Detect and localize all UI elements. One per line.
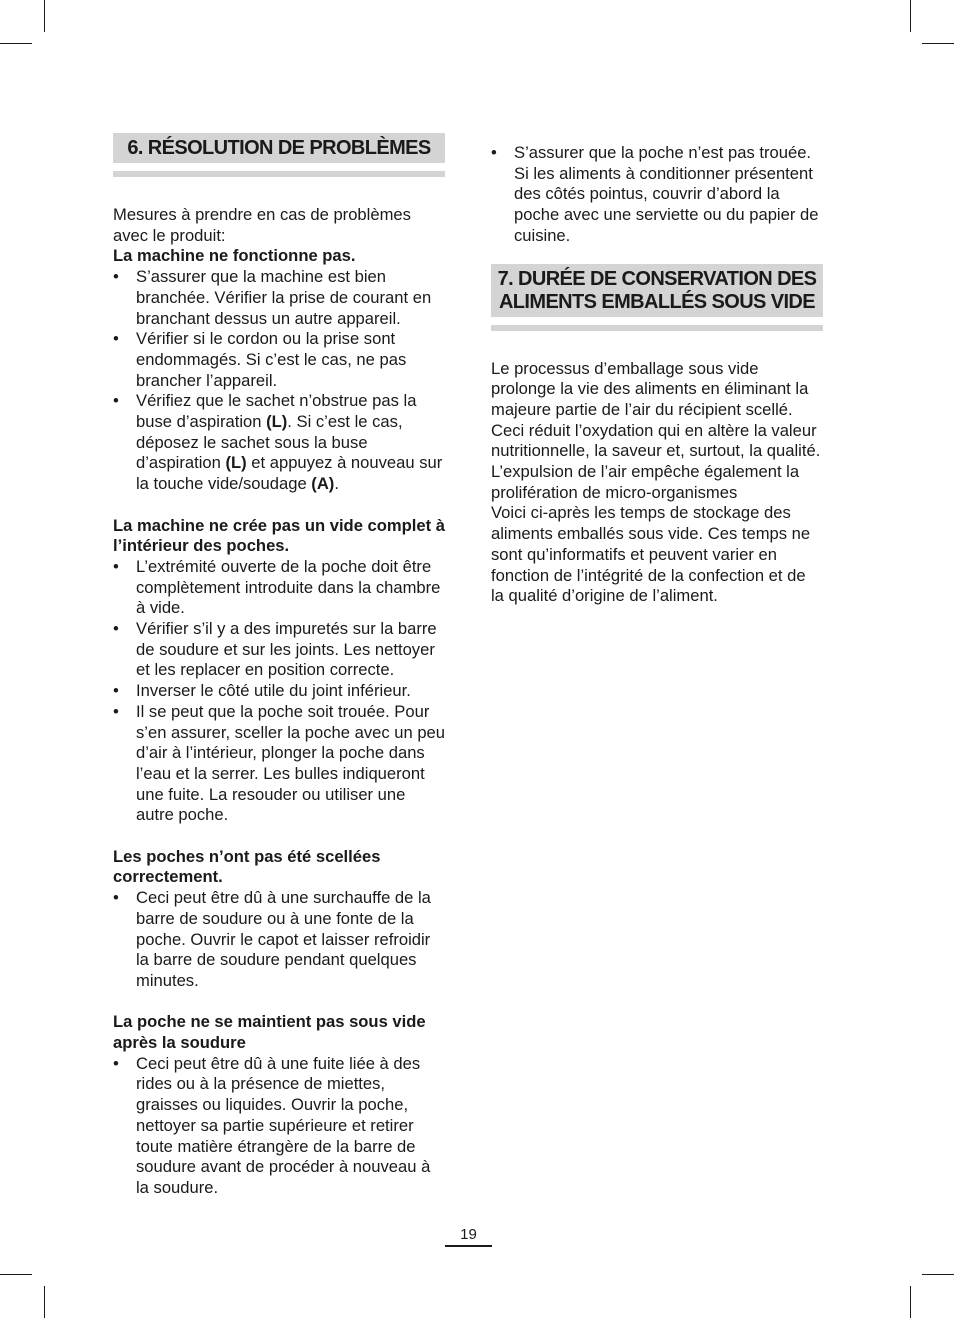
list-item <box>113 702 445 826</box>
bullet-symbol: • <box>113 619 119 639</box>
crop-mark <box>910 0 911 32</box>
crop-mark <box>44 1286 45 1318</box>
problem-block <box>113 246 445 494</box>
bullet-text: Ceci peut être dû à une surchauffe de la barre de soudure ou à une fonte de la poche. Ouvrir le capot et laisser refroidir la barre de soudure pendant quelques minutes. <box>136 888 431 990</box>
bullet-symbol: • <box>113 701 119 721</box>
list-item <box>113 329 445 391</box>
section-7-title-line-2: ALIMENTS EMBALLÉS SOUS VIDE <box>498 290 816 313</box>
problem-heading: La poche ne se maintient pas sous vide après la soudure <box>113 1012 426 1053</box>
problem-heading: Les poches n’ont pas été scellées correctement. <box>113 846 381 887</box>
problem-block <box>113 495 445 826</box>
bullet-symbol: • <box>491 143 497 162</box>
list-item <box>113 391 445 495</box>
list-item <box>113 888 445 992</box>
crop-mark <box>922 43 954 44</box>
bullet-symbol: • <box>113 556 119 576</box>
bullet-symbol: • <box>113 1053 119 1073</box>
problem-block <box>113 992 445 1199</box>
problem-block <box>113 826 445 992</box>
section-6-title: 6. RÉSOLUTION DE PROBLÈMES <box>113 133 445 163</box>
crop-mark <box>910 1286 911 1318</box>
bullet-text: Ceci peut être dû à une fuite liée à des rides ou à la présence de miettes, graisses ou liquides. Ouvrir la poche, nettoyer sa partie supérieure et retirer toute matière étrangère de la barre de soudure avant de procéder à nouveau à la soudure. <box>136 1053 431 1197</box>
section-7-paragraph-1: Le processus d’emballage sous vide prolonge la vie des aliments en éliminant la majeure partie de l’air du récipient scellé. Ceci réduit l’oxydation qui en altère la valeur nutritionnelle, la saveur et, surtout, la qualité. L’expulsion de l’air empêche également la prolifération de micro-organismes <box>491 358 821 502</box>
bullet-text: Il se peut que la poche soit trouée. Pour s’en assurer, sceller la poche avec un peu d’air à l’intérieur, plonger la poche dans l’eau et la serrer. Les bulles indiqueront une fuite. La resouder ou utiliser une autre poche. <box>136 701 446 825</box>
list-item <box>491 143 823 247</box>
bullet-text: Inverser le côté utile du joint inférieur. <box>136 681 411 701</box>
crop-mark <box>44 0 45 32</box>
page-number: 19 <box>445 1226 492 1247</box>
crop-mark <box>922 1274 954 1275</box>
section-6-intro: Mesures à prendre en cas de problèmes avec le produit: <box>113 205 411 245</box>
list-item <box>113 619 445 681</box>
bullet-text: Vérifiez que le sachet n’obstrue pas la buse d’aspiration (L). Si c’est le cas, déposez le sachet sous la buse d’aspiration (L) et appuyez à nouveau sur la touche vide/soudage (A). <box>136 391 443 494</box>
crop-mark <box>0 1274 32 1275</box>
bullet-symbol: • <box>113 329 119 349</box>
crop-mark <box>0 43 32 44</box>
bullet-symbol: • <box>113 267 119 287</box>
bullet-text: L’extrémité ouverte de la poche doit être complètement introduite dans la chambre à vide. <box>136 556 441 618</box>
bullet-text: Vérifier si le cordon ou la prise sont endommagés. Si c’est le cas, ne pas brancher l’appareil. <box>136 329 407 390</box>
problem-heading: La machine ne fonctionne pas. <box>113 246 356 266</box>
list-item <box>113 1054 445 1199</box>
left-column <box>113 133 445 1199</box>
problem-heading: La machine ne crée pas un vide complet à l’intérieur des poches. <box>113 515 445 556</box>
right-column <box>491 133 823 607</box>
bullet-symbol: • <box>113 888 119 908</box>
section-7-title-line-1: 7. DURÉE DE CONSERVATION DES <box>497 267 817 290</box>
list-item <box>113 557 445 619</box>
section-7-title <box>491 264 823 317</box>
bullet-text: Vérifier s’il y a des impuretés sur la barre de soudure et sur les joints. Les nettoyer et les replacer en position correcte. <box>136 619 437 680</box>
bullet-symbol: • <box>113 681 119 701</box>
list-item <box>113 681 445 702</box>
bullet-symbol: • <box>113 391 119 411</box>
problem-list <box>113 246 445 1198</box>
section-7-paragraph-2: Voici ci-après les temps de stockage des aliments emballés sous vide. Ces temps ne sont qu’informatifs et peuvent varier en fonction de l’intégrité de la confection et de la qualité d’origine de l’aliment. <box>491 503 811 606</box>
bullet-text: S’assurer que la machine est bien branchée. Vérifier la prise de courant en branchant dessus un autre appareil. <box>136 267 432 328</box>
bullet-text: S’assurer que la poche n’est pas trouée. Si les aliments à conditionner présentent des côtés pointus, couvrir d’abord la poche avec une serviette ou du papier de cuisine. <box>514 143 819 245</box>
list-item <box>113 267 445 329</box>
